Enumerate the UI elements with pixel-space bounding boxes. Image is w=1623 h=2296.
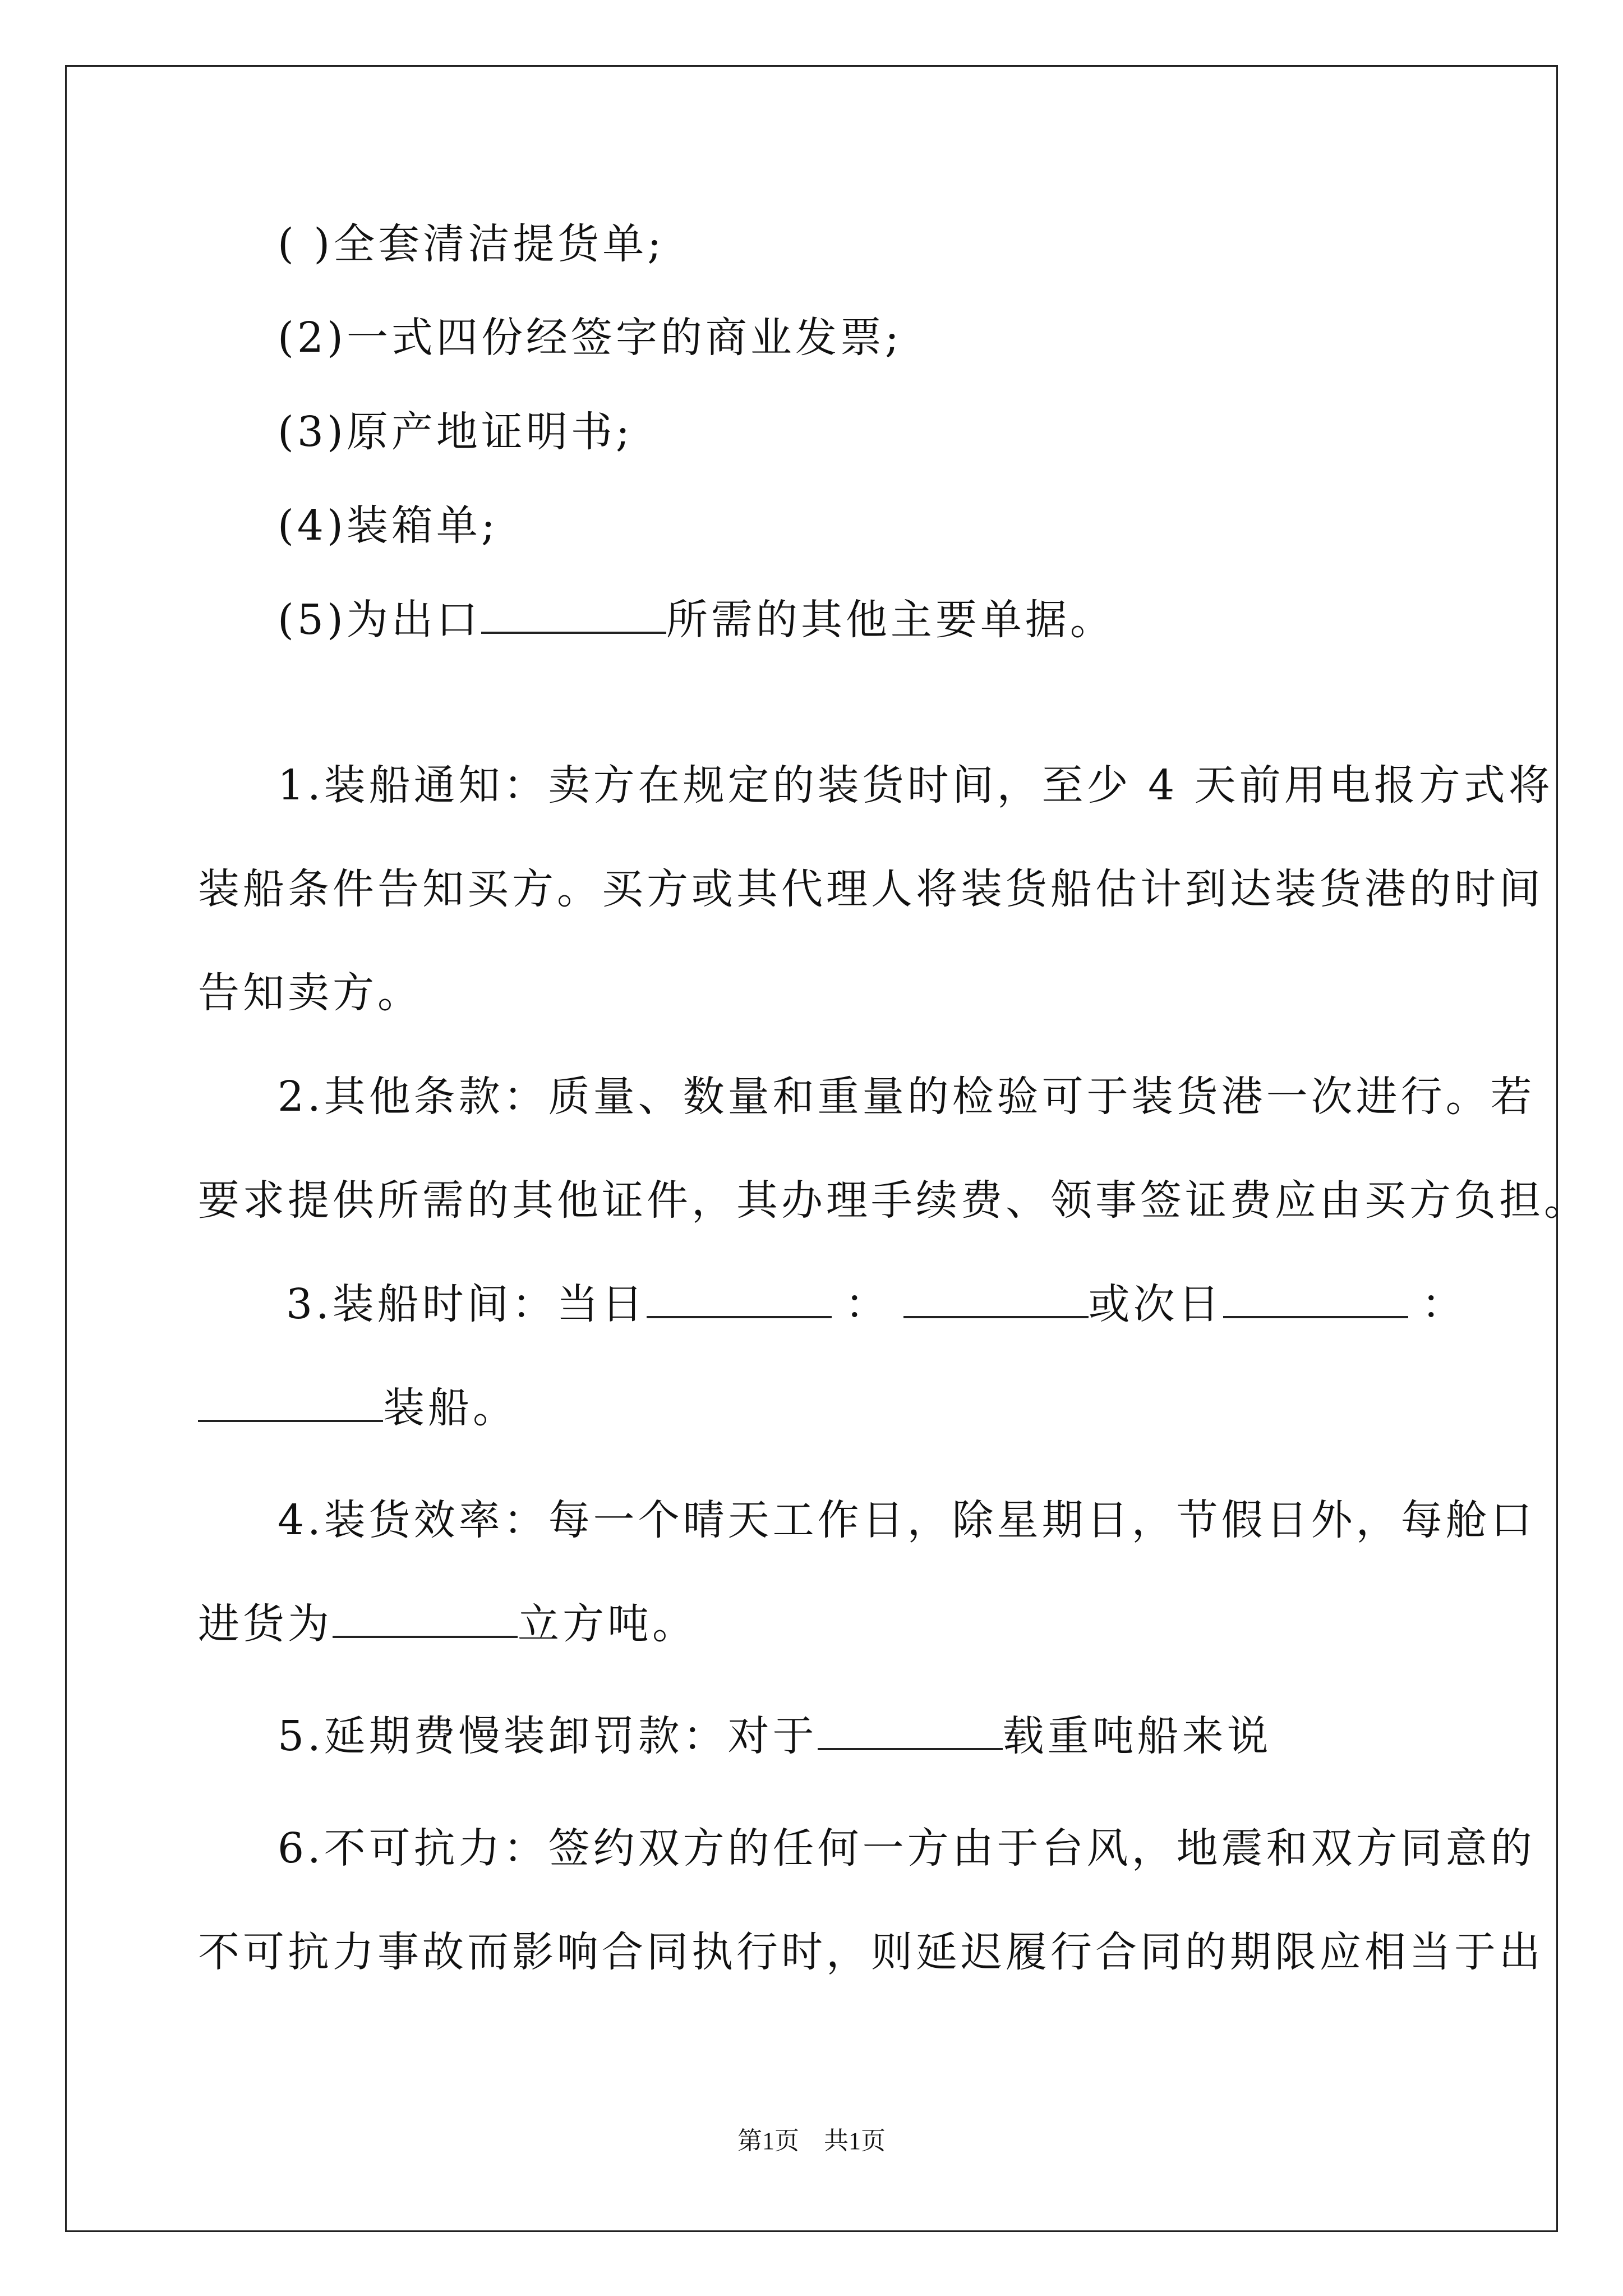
page-footer: 第1页 共1页 [737,2127,886,2155]
text-line: 告知卖方。 [198,969,422,1017]
text-segment: 进货为 [198,1600,333,1648]
text-segment: ： [1421,1280,1467,1328]
text-line: 2.其他条款：质量、数量和重量的检验可于装货港一次进行。若 [278,1073,1536,1121]
text-segment: 装船。 [383,1384,518,1432]
text-line: 4.装货效率：每一个晴天工作日，除星期日，节假日外，每舱口 [278,1496,1536,1544]
text-segment: 或次日 [1088,1280,1223,1328]
text-line [286,1279,1467,1329]
text-line [198,1599,697,1649]
blank-field [647,1282,832,1318]
text-segment: (5)为出口 [278,596,481,644]
text-line: 6.不可抗力：签约双方的任何一方由于台风，地震和双方同意的 [278,1824,1536,1872]
text-line: 不可抗力事故而影响合同执行时，则延迟履行合同的期限应相当于出 [198,1928,1544,1976]
text-segment: 载重吨船来说 [1002,1712,1272,1760]
blank-field [198,1386,383,1422]
blank-field [481,598,666,634]
text-line: 要求提供所需的其他证件，其办理手续费、领事签证费应由买方负担。 [198,1176,1589,1225]
text-line: 1.装船通知：卖方在规定的装货时间，至少 4 天前用电报方式将 [278,761,1553,809]
blank-field [818,1714,1003,1750]
text-line: (4)装箱单; [278,501,499,550]
text-segment: ： [845,1280,890,1328]
text-line [278,1711,1272,1761]
text-line: (3)原产地证明书; [278,408,633,456]
blank-field [903,1282,1089,1318]
text-line: 装船条件告知买方。买方或其代理人将装货船估计到达装货港的时间 [198,865,1544,913]
text-segment: 所需的其他主要单据。 [666,596,1115,644]
text-segment: 3.装船时间：当日 [286,1280,647,1328]
blank-field [1223,1282,1408,1318]
blank-field [333,1602,518,1638]
text-segment: 立方吨。 [518,1600,697,1648]
text-line [198,1383,518,1433]
text-segment: 5.延期费慢装卸罚款：对于 [278,1712,818,1760]
text-line: (2)一式四份经签字的商业发票; [278,314,902,362]
text-line [278,595,1115,645]
text-line: ( )全套清洁提货单; [278,220,665,268]
